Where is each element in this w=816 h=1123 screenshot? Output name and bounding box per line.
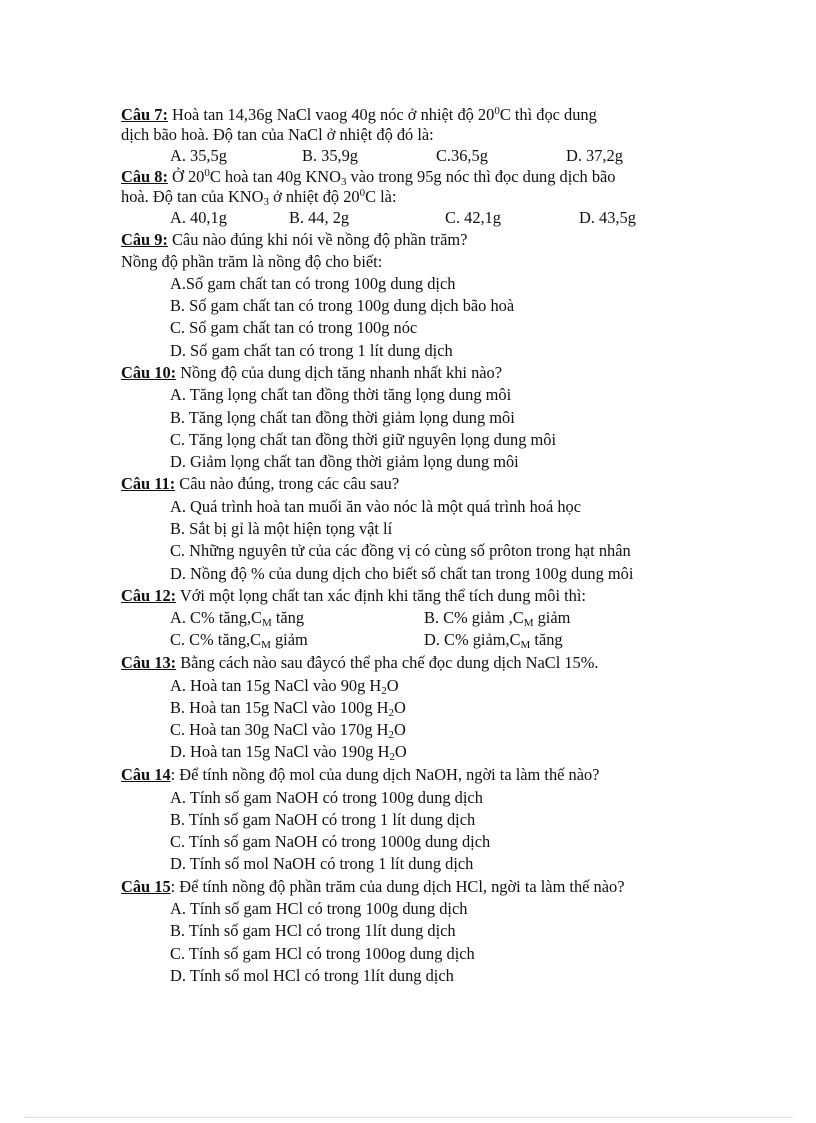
- question-14-label: Câu 14: [121, 765, 171, 784]
- question-8-line-2-b: ở nhiệt độ 20: [268, 187, 360, 206]
- question-8-option-b: B. 44, 2g: [289, 208, 350, 227]
- question-7-line-1: [121, 104, 597, 126]
- question-13-option-c-subscript: 2: [388, 729, 395, 741]
- question-7-option-c: C.36,5g: [436, 146, 488, 165]
- question-13-option-a: [170, 675, 399, 697]
- question-14-option-c: C. Tính số gam NaOH có trong 1000g dung dịch: [170, 832, 491, 851]
- question-13-option-d-text: D. Hoà tan 15g NaCl vào 190g H: [170, 742, 390, 761]
- question-8-line-1: [121, 166, 615, 188]
- question-8-line-2-superscript: 0: [359, 187, 366, 199]
- question-7-text-a: Hoà tan 14,36g NaCl vaog 40g nóc ở nhiệt độ 20: [167, 105, 495, 124]
- question-12-option-d-subscript: M: [520, 639, 531, 651]
- question-10-option-b: B. Tăng lọng chất tan đồng thời giảm lọng dung môi: [170, 408, 515, 427]
- question-13-option-c-tail: O: [394, 720, 406, 739]
- question-7-option-a: A. 35,5g: [170, 146, 227, 165]
- question-13-option-c: [170, 719, 406, 741]
- question-13-line-1: [121, 652, 599, 674]
- question-11-option-a: A. Quá trình hoà tan muối ăn vào nóc là một quá trình hoá học: [170, 497, 582, 516]
- question-9-option-d: D. Số gam chất tan có trong 1 lít dung dịch: [170, 341, 453, 360]
- question-11-label: Câu 11:: [121, 474, 176, 493]
- question-8-option-d: D. 43,5g: [579, 208, 636, 227]
- question-10-option-a: A. Tăng lọng chất tan đồng thời tăng lọng dung môi: [170, 385, 512, 404]
- question-11-option-d: D. Nồng độ % của dung dịch cho biết số chất tan trong 100g dung môi: [170, 564, 634, 583]
- question-7-option-d: D. 37,2g: [566, 146, 623, 165]
- question-12-text: Với một lọng chất tan xác định khi tăng thể tích dung môi thì:: [176, 586, 586, 605]
- page-bottom-divider: [24, 1117, 794, 1118]
- question-12-option-b-subscript: M: [523, 617, 534, 629]
- question-10-label: Câu 10:: [121, 363, 177, 382]
- question-12-line-1: [121, 585, 586, 607]
- question-15-line-1: [121, 876, 625, 898]
- question-14-option-d: D. Tính số mol NaOH có trong 1 lít dung dịch: [170, 854, 474, 873]
- question-14-text: : Để tính nồng độ mol của dung dịch NaOH, ngời ta làm thế nào?: [170, 765, 600, 784]
- question-15-option-d: D. Tính số mol HCl có trong 1lít dung dịch: [170, 966, 454, 985]
- question-12-label: Câu 12:: [121, 586, 177, 605]
- question-10-option-d: D. Giảm lọng chất tan đồng thời giảm lọng dung môi: [170, 452, 519, 471]
- question-14-line-1: [121, 764, 599, 786]
- question-7-option-b: B. 35,9g: [302, 146, 359, 165]
- question-9-option-c: C. Số gam chất tan có trong 100g nóc: [170, 318, 418, 337]
- question-14-option-a: A. Tính số gam NaOH có trong 100g dung dịch: [170, 788, 483, 807]
- question-9-intro: Nồng độ phần trăm là nồng độ cho biết:: [121, 252, 383, 271]
- question-11-option-b: B. Sắt bị gỉ là một hiện tọng vật lí: [170, 519, 393, 538]
- question-12-option-a-text: A. C% tăng,C: [170, 608, 262, 627]
- question-13-label: Câu 13:: [121, 653, 177, 672]
- question-9-text: Câu nào đúng khi nói về nồng độ phần trăm?: [167, 230, 468, 249]
- question-12-option-c-text: C. C% tăng,C: [170, 630, 262, 649]
- question-13-option-b-subscript: 2: [388, 707, 395, 719]
- question-12-option-d: [424, 629, 563, 651]
- question-13-option-c-text: C. Hoà tan 30g NaCl vào 170g H: [170, 720, 389, 739]
- question-7-text-b: C thì đọc dung: [499, 105, 597, 124]
- question-12-option-c: [170, 629, 308, 651]
- question-12-option-b: [424, 607, 570, 629]
- question-9-option-a: A.Số gam chất tan có trong 100g dung dịch: [170, 274, 456, 293]
- question-12-option-d-text: D. C% giảm,C: [424, 630, 521, 649]
- question-7-line-2: dịch bão hoà. Độ tan của NaCl ở nhiệt độ đó là:: [121, 125, 434, 144]
- question-14-option-b: B. Tính số gam NaOH có trong 1 lít dung dịch: [170, 810, 476, 829]
- question-13-option-b: [170, 697, 406, 719]
- question-15-label: Câu 15: [121, 877, 171, 896]
- question-8-line-2: [121, 186, 397, 208]
- question-8-text-a: Ở 20: [167, 167, 205, 186]
- question-7-label: Câu 7:: [121, 105, 168, 124]
- question-8-option-c: C. 42,1g: [445, 208, 502, 227]
- question-8-option-a: A. 40,1g: [170, 208, 227, 227]
- question-13-option-d: [170, 741, 407, 763]
- question-15-option-a: A. Tính số gam HCl có trong 100g dung dịch: [170, 899, 468, 918]
- question-9-line-1: [121, 229, 467, 251]
- question-13-option-b-tail: O: [394, 698, 406, 717]
- question-10-text: Nồng độ của dung dịch tăng nhanh nhất khi nào?: [176, 363, 503, 382]
- question-9-label: Câu 9:: [121, 230, 168, 249]
- question-12-option-b-text: B. C% giảm ,C: [424, 608, 524, 627]
- question-7-superscript: 0: [494, 105, 500, 117]
- question-13-option-d-tail: O: [394, 742, 407, 761]
- question-9-option-b: B. Số gam chất tan có trong 100g dung dịch bão hoà: [170, 296, 515, 315]
- question-15-option-c: C. Tính số gam HCl có trong 100og dung dịch: [170, 944, 475, 963]
- question-8-line-2-subscript: 3: [263, 196, 269, 208]
- question-8-label: Câu 8:: [121, 167, 168, 186]
- question-13-text: Bằng cách nào sau đâycó thể pha chế đọc dung dịch NaCl 15%.: [176, 653, 599, 672]
- question-12-option-a: [170, 607, 304, 629]
- question-12-option-a-tail: tăng: [271, 608, 305, 627]
- question-12-option-c-subscript: M: [261, 639, 271, 651]
- question-12-option-b-tail: giảm: [533, 608, 571, 627]
- question-10-line-1: [121, 362, 502, 384]
- question-8-superscript: 0: [204, 167, 210, 179]
- question-8-line-2-a: hoà. Độ tan của KNO: [121, 187, 264, 206]
- question-8-subscript: 3: [340, 176, 347, 188]
- question-8-text-c: vào trong 95g nóc thì đọc dung dịch bão: [346, 167, 616, 186]
- question-12-option-a-subscript: M: [261, 617, 272, 629]
- question-12-option-c-tail: giảm: [270, 630, 308, 649]
- question-8-line-2-c: C là:: [365, 187, 397, 206]
- question-15-option-b: B. Tính số gam HCl có trong 1lít dung dịch: [170, 921, 456, 940]
- question-10-option-c: C. Tăng lọng chất tan đồng thời giữ nguyên lọng dung môi: [170, 430, 557, 449]
- question-11-option-c: C. Những nguyên tử của các đồng vị có cùng số prôton trong hạt nhân: [170, 541, 631, 560]
- question-11-text: Câu nào đúng, trong các câu sau?: [175, 474, 400, 493]
- question-13-option-a-text: A. Hoà tan 15g NaCl vào 90g H: [170, 676, 382, 695]
- question-13-option-a-tail: O: [386, 676, 399, 695]
- question-12-option-d-tail: tăng: [530, 630, 563, 649]
- question-15-text: : Để tính nồng độ phần trăm của dung dịch HCl, ngời ta làm thế nào?: [170, 877, 625, 896]
- question-11-line-1: [121, 473, 399, 495]
- question-8-text-b: C hoà tan 40g KNO: [209, 167, 341, 186]
- question-13-option-b-text: B. Hoà tan 15g NaCl vào 100g H: [170, 698, 389, 717]
- question-13-option-d-subscript: 2: [389, 751, 395, 763]
- question-13-option-a-subscript: 2: [381, 685, 387, 697]
